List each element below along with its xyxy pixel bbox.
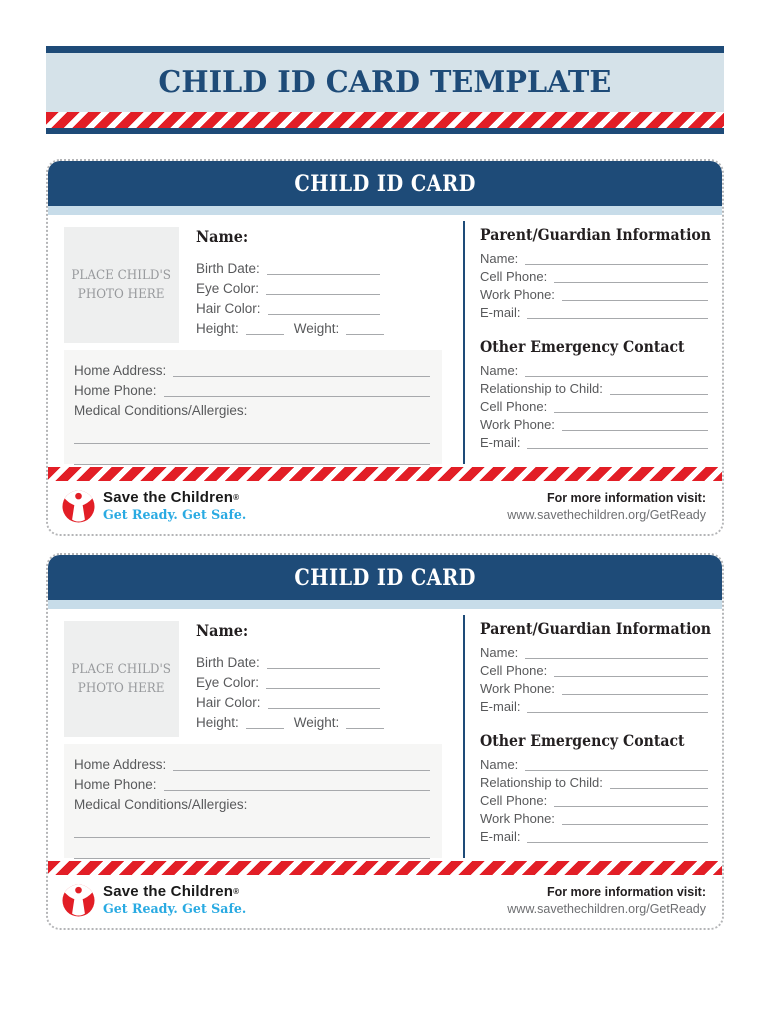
home-phone-label: Home Phone:	[74, 776, 157, 792]
home-address-fill-line[interactable]	[173, 767, 430, 771]
child-detail-fields	[196, 651, 380, 731]
emergency-heading: Other Emergency Contact	[480, 337, 685, 356]
name-heading: Name:	[196, 227, 249, 246]
card-footer	[48, 481, 722, 536]
birth-date-field	[196, 257, 380, 277]
info-url: www.savethechildren.org/GetReady	[507, 901, 706, 916]
home-address-label: Home Address:	[74, 362, 167, 378]
height-fill-line[interactable]	[246, 725, 284, 729]
home-phone-field	[74, 773, 430, 793]
emergency-heading: Other Emergency Contact	[480, 731, 685, 750]
birth-date-fill-line[interactable]	[267, 665, 380, 669]
emergency-name-label: Name:	[480, 757, 519, 773]
emergency-name-fill-line[interactable]	[525, 373, 708, 377]
birth-date-fill-line[interactable]	[267, 271, 380, 275]
hair-color-fill-line[interactable]	[268, 311, 380, 315]
emergency-cell-phone-label: Cell Phone:	[480, 793, 548, 809]
guardian-work-phone-label: Work Phone:	[480, 681, 555, 697]
photo-placeholder-line1: PLACE CHILD'S	[71, 267, 172, 283]
banner-title-band	[46, 53, 724, 112]
height-fill-line[interactable]	[246, 331, 284, 335]
emergency-relationship-fill-line[interactable]	[610, 391, 708, 395]
card-striped-ribbon	[48, 467, 722, 481]
hair-color-label: Hair Color:	[196, 694, 261, 710]
emergency-email-label: E-mail:	[480, 435, 521, 451]
card-title: CHILD ID CARD	[294, 564, 476, 591]
registered-mark: ®	[233, 493, 240, 502]
logo-tagline: Get Ready. Get Safe.	[103, 508, 247, 523]
eye-color-fill-line[interactable]	[266, 685, 380, 689]
column-divider	[463, 221, 465, 464]
info-heading: For more information visit:	[546, 884, 706, 899]
card-header-accent-strip	[48, 206, 722, 215]
more-info-block	[507, 490, 706, 524]
info-heading: For more information visit:	[546, 490, 706, 505]
height-weight-field	[196, 711, 380, 731]
medical-fill-line-1[interactable]	[74, 423, 430, 444]
guardian-cell-phone-label: Cell Phone:	[480, 663, 548, 679]
hair-color-fill-line[interactable]	[268, 705, 380, 709]
guardian-email-label: E-mail:	[480, 305, 521, 321]
emergency-relationship-fill-line[interactable]	[610, 785, 708, 789]
guardian-cell-phone-label: Cell Phone:	[480, 269, 548, 285]
guardian-cell-phone-field	[480, 661, 708, 679]
emergency-work-phone-fill-line[interactable]	[562, 427, 708, 431]
card-header	[48, 161, 722, 206]
card-header	[48, 555, 722, 600]
save-the-children-logo	[62, 489, 251, 524]
save-the-children-icon	[62, 490, 95, 523]
emergency-cell-phone-fill-line[interactable]	[554, 409, 708, 413]
guardian-name-fill-line[interactable]	[525, 655, 708, 659]
eye-color-field	[196, 277, 380, 297]
emergency-relationship-field	[480, 773, 708, 791]
emergency-cell-phone-label: Cell Phone:	[480, 399, 548, 415]
emergency-email-fill-line[interactable]	[527, 839, 708, 843]
weight-fill-line[interactable]	[346, 725, 384, 729]
eye-color-label: Eye Color:	[196, 674, 260, 690]
emergency-relationship-field	[480, 379, 708, 397]
emergency-work-phone-field	[480, 415, 708, 433]
page-title: CHILD ID CARD TEMPLATE	[158, 65, 612, 100]
height-label: Height:	[196, 320, 239, 336]
column-divider	[463, 615, 465, 858]
card-title: CHILD ID CARD	[294, 170, 476, 197]
emergency-email-field	[480, 827, 708, 845]
emergency-cell-phone-fill-line[interactable]	[554, 803, 708, 807]
birth-date-label: Birth Date:	[196, 654, 260, 670]
emergency-email-fill-line[interactable]	[527, 445, 708, 449]
home-phone-fill-line[interactable]	[164, 787, 430, 791]
contacts-column	[480, 223, 712, 451]
guardian-name-label: Name:	[480, 251, 519, 267]
guardian-work-phone-field	[480, 679, 708, 697]
contacts-column	[480, 617, 712, 845]
photo-placeholder-box[interactable]	[64, 621, 179, 737]
height-weight-field	[196, 317, 380, 337]
photo-placeholder-box[interactable]	[64, 227, 179, 343]
medical-fill-line-2[interactable]	[74, 444, 430, 465]
guardian-email-field	[480, 697, 708, 715]
medical-fill-line-1[interactable]	[74, 817, 430, 838]
logo-text-block	[103, 489, 251, 524]
guardian-work-phone-fill-line[interactable]	[562, 691, 708, 695]
emergency-name-label: Name:	[480, 363, 519, 379]
guardian-cell-phone-fill-line[interactable]	[554, 279, 708, 283]
emergency-name-field	[480, 755, 708, 773]
guardian-email-fill-line[interactable]	[527, 315, 708, 319]
registered-mark: ®	[233, 887, 240, 896]
save-the-children-icon	[62, 884, 95, 917]
guardian-work-phone-label: Work Phone:	[480, 287, 555, 303]
medical-conditions-field	[74, 399, 430, 419]
emergency-cell-phone-field	[480, 791, 708, 809]
guardian-name-field	[480, 249, 708, 267]
guardian-name-label: Name:	[480, 645, 519, 661]
home-address-field	[74, 753, 430, 773]
medical-conditions-field	[74, 793, 430, 813]
guardian-email-fill-line[interactable]	[527, 709, 708, 713]
banner-top-rule	[46, 46, 724, 53]
height-label: Height:	[196, 714, 239, 730]
info-url: www.savethechildren.org/GetReady	[507, 507, 706, 522]
weight-fill-line[interactable]	[346, 331, 384, 335]
home-address-label: Home Address:	[74, 756, 167, 772]
emergency-email-field	[480, 433, 708, 451]
home-phone-label: Home Phone:	[74, 382, 157, 398]
guardian-name-fill-line[interactable]	[525, 261, 708, 265]
home-phone-field	[74, 379, 430, 399]
card-footer	[48, 875, 722, 930]
guardian-heading: Parent/Guardian Information	[480, 619, 712, 638]
hair-color-label: Hair Color:	[196, 300, 261, 316]
photo-placeholder-line2: PHOTO HERE	[78, 287, 165, 302]
card-body	[48, 215, 722, 467]
medical-conditions-label: Medical Conditions/Allergies:	[74, 402, 248, 418]
logo-text-block	[103, 883, 251, 918]
logo-wordmark: Save the Children®	[103, 883, 240, 900]
home-address-field	[74, 359, 430, 379]
child-id-card	[46, 159, 724, 536]
emergency-cell-phone-field	[480, 397, 708, 415]
child-id-card	[46, 553, 724, 930]
emergency-email-label: E-mail:	[480, 829, 521, 845]
save-the-children-logo	[62, 883, 251, 918]
emergency-work-phone-fill-line[interactable]	[562, 821, 708, 825]
more-info-block	[507, 884, 706, 918]
guardian-email-label: E-mail:	[480, 699, 521, 715]
name-heading: Name:	[196, 621, 249, 640]
hair-color-field	[196, 691, 380, 711]
weight-label: Weight:	[293, 714, 340, 730]
hair-color-field	[196, 297, 380, 317]
emergency-name-field	[480, 361, 708, 379]
emergency-name-fill-line[interactable]	[525, 767, 708, 771]
guardian-email-field	[480, 303, 708, 321]
eye-color-field	[196, 671, 380, 691]
child-detail-fields	[196, 257, 380, 337]
guardian-work-phone-fill-line[interactable]	[562, 297, 708, 301]
banner-bottom-rule	[46, 128, 724, 134]
logo-tagline: Get Ready. Get Safe.	[103, 902, 247, 917]
guardian-name-field	[480, 643, 708, 661]
guardian-cell-phone-fill-line[interactable]	[554, 673, 708, 677]
emergency-relationship-label: Relationship to Child:	[480, 381, 603, 397]
medical-conditions-label: Medical Conditions/Allergies:	[74, 796, 248, 812]
card-body	[48, 609, 722, 861]
home-info-box	[64, 350, 442, 464]
logo-wordmark: Save the Children®	[103, 489, 240, 506]
eye-color-label: Eye Color:	[196, 280, 260, 296]
home-info-box	[64, 744, 442, 858]
weight-label: Weight:	[293, 320, 340, 336]
home-phone-fill-line[interactable]	[164, 393, 430, 397]
card-header-accent-strip	[48, 600, 722, 609]
photo-placeholder-line2: PHOTO HERE	[78, 681, 165, 696]
page-banner	[46, 46, 724, 134]
home-address-fill-line[interactable]	[173, 373, 430, 377]
guardian-cell-phone-field	[480, 267, 708, 285]
birth-date-label: Birth Date:	[196, 260, 260, 276]
medical-fill-line-2[interactable]	[74, 838, 430, 859]
birth-date-field	[196, 651, 380, 671]
emergency-work-phone-label: Work Phone:	[480, 417, 555, 433]
contacts-group-gap	[480, 715, 708, 729]
eye-color-fill-line[interactable]	[266, 291, 380, 295]
banner-striped-ribbon	[46, 112, 724, 128]
emergency-relationship-label: Relationship to Child:	[480, 775, 603, 791]
emergency-work-phone-field	[480, 809, 708, 827]
card-striped-ribbon	[48, 861, 722, 875]
guardian-work-phone-field	[480, 285, 708, 303]
emergency-work-phone-label: Work Phone:	[480, 811, 555, 827]
contacts-group-gap	[480, 321, 708, 335]
guardian-heading: Parent/Guardian Information	[480, 225, 712, 244]
photo-placeholder-line1: PLACE CHILD'S	[71, 661, 172, 677]
